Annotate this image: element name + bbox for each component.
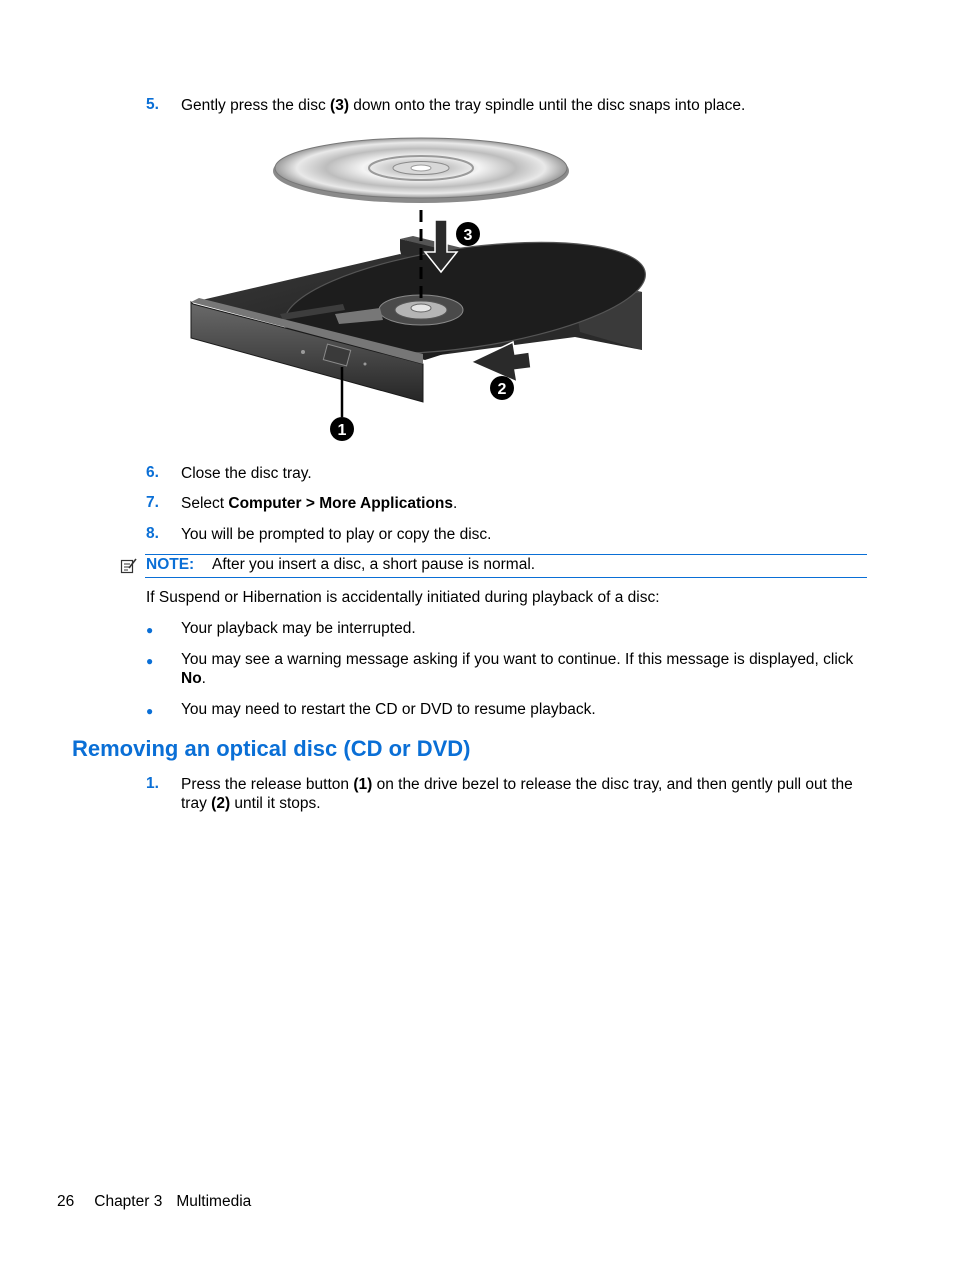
bullet-text-bold: No [181,670,202,687]
disc [273,138,569,203]
step-text-bold: Computer > More Applications [228,495,454,512]
callout-1-label: 1 [337,422,347,439]
step-number: 8. [146,525,159,542]
step-text-bold: (2) [211,795,231,812]
note-text: After you insert a disc, a short pause is normal. [212,556,536,573]
step-number: 7. [146,494,159,511]
callout-3-label: 3 [463,227,473,244]
callout-1 [330,417,354,441]
bullet-text-pre: You may see a warning message asking if you want to continue. If this message is displayed, click [181,651,854,668]
bullet-icon: ● [146,704,154,718]
callout-3 [456,222,480,246]
section-heading: Removing an optical disc (CD or DVD) [72,736,471,761]
step-text-post: down onto the tray spindle until the disc snaps into place. [349,97,746,114]
paragraph: If Suspend or Hibernation is accidentally initiated during playback of a disc: [146,589,660,606]
bullet-text-post: . [201,670,206,687]
step-text-mid: on the drive bezel to release the disc tray, and then gently pull out the tray [181,776,853,812]
note-icon [120,558,138,574]
step-text: You will be prompted to play or copy the disc. [181,526,492,543]
note-label: NOTE: [146,556,195,573]
bullet-icon: ● [146,623,154,637]
callout-2-label: 2 [497,381,507,398]
step-text-pre: Gently press the disc [181,97,331,114]
bullet-text: Your playback may be interrupted. [181,620,416,637]
note-top-rule [145,554,867,555]
step-text [181,775,871,813]
step-number: 1. [146,775,159,792]
chapter-label: Chapter 3 [94,1193,163,1210]
bullet-text: You may need to restart the CD or DVD to resume playback. [181,701,596,718]
step-number: 6. [146,464,159,481]
page-number: 26 [57,1193,75,1210]
step-text [181,96,871,115]
step-text-post: . [453,495,458,512]
step-text-bold: (3) [330,97,349,114]
note-bottom-rule [145,577,867,578]
bullet-text [181,650,871,688]
step-text-bold: (1) [353,776,373,793]
step-number: 5. [146,96,159,113]
bullet-icon: ● [146,654,154,668]
step-text [181,494,871,513]
callout-2 [490,376,514,400]
chapter-title: Multimedia [176,1193,252,1210]
footer [57,1193,251,1211]
step-text: Close the disc tray. [181,465,312,482]
step-text-post: until it stops. [230,795,321,812]
step-text-pre: Press the release button [181,776,354,793]
step-text-pre: Select [181,495,229,512]
optical-drive-illustration [185,132,655,447]
